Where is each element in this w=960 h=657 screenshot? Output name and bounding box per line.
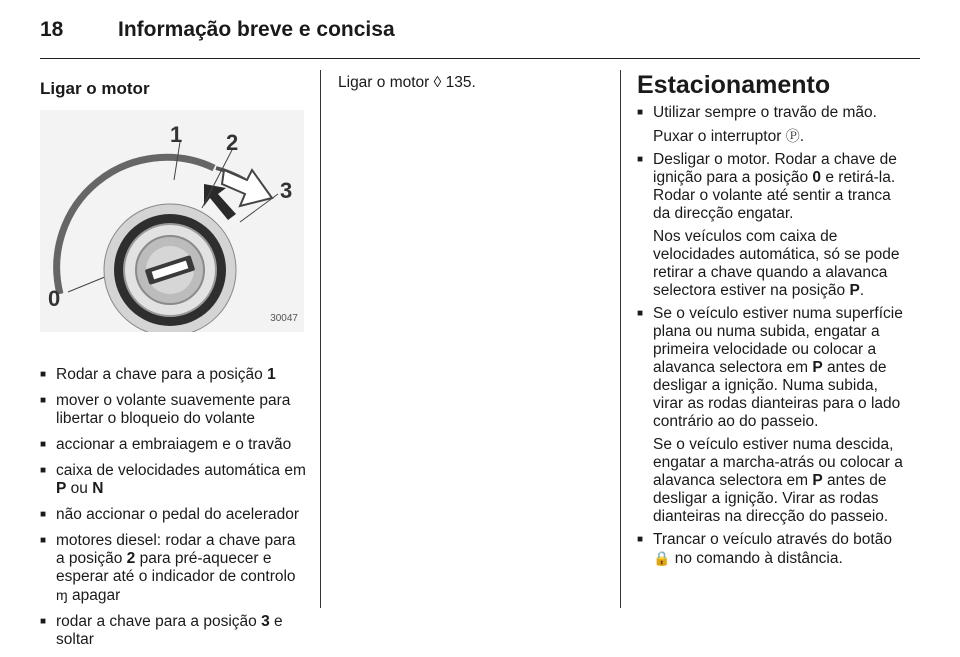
page-number: 18: [40, 18, 64, 41]
position-label-3: 3: [280, 178, 293, 203]
bullet-text: ou: [66, 480, 93, 497]
header-divider: [40, 58, 920, 59]
bullet-text: no comando à distância.: [670, 550, 843, 567]
position-label-0: 0: [48, 286, 61, 311]
arc-arrow-position-3: [222, 170, 272, 206]
list-item: [40, 366, 308, 384]
bullet-bold: P: [812, 472, 823, 489]
list-item: [40, 506, 308, 524]
bullet-text: caixa de velocidades automática em: [56, 462, 306, 479]
bullet-text: apagar: [67, 587, 121, 604]
bullet-text: .: [799, 128, 804, 145]
list-item: [637, 104, 905, 146]
bullet-bold: P: [812, 359, 823, 376]
bullet-bold: P: [56, 480, 67, 497]
reference-page: 135.: [441, 74, 476, 91]
column-right: [637, 70, 905, 573]
bullet-bold: 2: [126, 550, 136, 567]
rotate-arrow-icon: [204, 184, 236, 220]
start-engine-steps: [40, 366, 308, 649]
bullet-text: para pré-aquecer e esperar até o indicador de controlo: [56, 550, 296, 585]
ignition-diagram: [40, 110, 304, 332]
glow-plug-icon: ɱ: [56, 587, 68, 603]
page-reference-icon: ◊: [433, 74, 442, 91]
bullet-bold: 1: [267, 366, 276, 383]
list-item: [637, 151, 905, 300]
bullet-bold: 0: [812, 169, 822, 186]
bullet-text: Nos veículos com caixa de velocidades automática, só se pode retirar a chave quando a alavanca selectora estiver na posição: [653, 228, 900, 299]
bullet-subparagraph: [653, 436, 905, 526]
position-label-2: 2: [226, 130, 239, 155]
bullet-text: motores diesel: rodar a chave para a posição: [56, 532, 296, 567]
reference-text: Ligar o motor: [338, 74, 434, 91]
list-item: [637, 305, 905, 526]
parking-steps: [637, 104, 905, 568]
bullet-subparagraph: [653, 228, 905, 300]
column-left: [40, 70, 308, 657]
list-item: [637, 531, 905, 568]
bullet-text: antes de desligar a ignição. Virar as rodas dianteiras na direcção do passeio.: [653, 472, 889, 525]
bullet-text: antes de desligar a ignição. Numa subida, virar as rodas dianteiras para o lado contrário ao do passeio.: [653, 359, 901, 430]
bullet-paragraph: [653, 151, 905, 223]
bullet-text: rodar a chave para a posição: [56, 613, 262, 630]
list-item: [40, 392, 308, 428]
bullet-bold: P: [849, 282, 860, 299]
list-item: [40, 436, 308, 454]
section-title-start-engine: Ligar o motor: [40, 79, 150, 98]
bullet-paragraph: [653, 531, 905, 568]
bullet-bold: N: [92, 480, 104, 497]
bullet-text: Se o veículo estiver numa superfície plana ou numa subida, engatar a primeira velocidade ou colocar a alavanca selectora em: [653, 305, 903, 376]
column-divider-right: [620, 70, 621, 608]
position-label-1: 1: [170, 122, 183, 147]
figure-number: 30047: [270, 313, 298, 324]
bullet-text: Desligar o motor. Rodar a chave de ignição para a posição: [653, 151, 897, 186]
cross-reference: [338, 74, 608, 92]
bullet-paragraph: [653, 305, 905, 431]
bullet-text: Se o veículo estiver numa descida, engatar a marcha-atrás ou colocar a alavanca selectora em: [653, 436, 903, 489]
list-item: [40, 613, 308, 649]
lock-icon: 🔒: [653, 550, 671, 566]
column-middle: [338, 70, 608, 92]
bullet-text: e soltar: [56, 613, 283, 648]
bullet-text: não accionar o pedal do acelerador: [56, 506, 300, 523]
page-header: [40, 18, 920, 48]
column-divider-left: [320, 70, 321, 608]
bullet-subparagraph: [653, 127, 905, 146]
bullet-text: Puxar o interruptor: [653, 128, 786, 145]
ignition-switch-figure: [40, 110, 304, 332]
bullet-text: e retirá-la. Rodar o volante até sentir a tranca da direcção engatar.: [653, 169, 896, 222]
bullet-text: mover o volante suavemente para libertar o bloqueio do volante: [56, 392, 291, 427]
bullet-text: Rodar a chave para a posição: [56, 366, 268, 383]
bullet-text: accionar a embraiagem e o travão: [56, 436, 292, 453]
parking-brake-icon: Ⓟ: [785, 128, 800, 144]
bullet-bold: 3: [261, 613, 270, 630]
bullet-text: ■ Utilizar sempre o travão de mão.: [653, 104, 877, 121]
section-title-parking: Estacionamento: [637, 71, 831, 99]
page-title: Informação breve e concisa: [118, 18, 395, 41]
list-item: [40, 462, 308, 498]
list-item: [40, 532, 308, 605]
bullet-text: .: [859, 282, 865, 299]
bullet-text: Trancar o veículo através do botão: [653, 531, 892, 548]
